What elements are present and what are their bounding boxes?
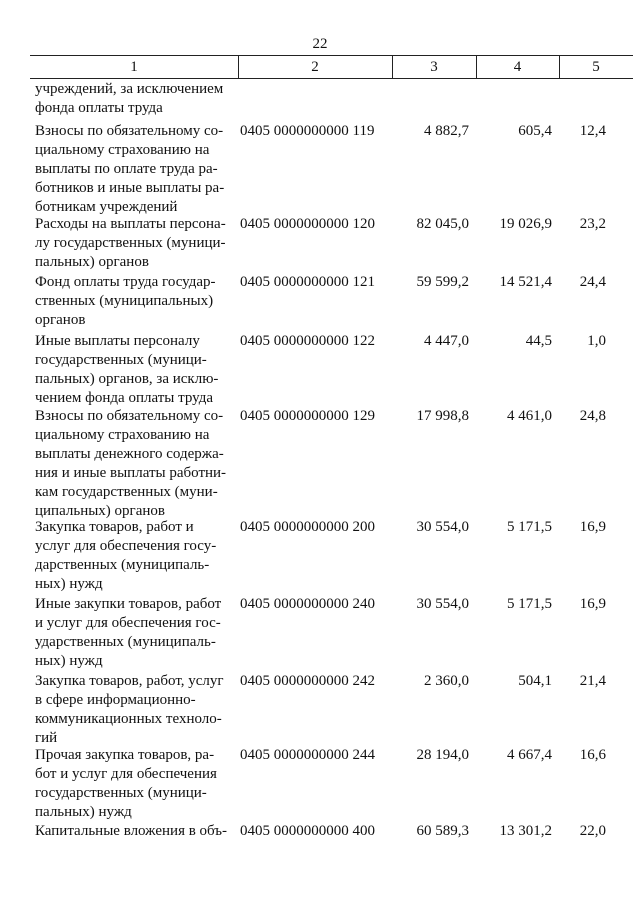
row-name: Взносы по обязательному со- циальному страхованию на выплаты по оплате труда ра- ботников и иные выплаты ра- ботникам учреждений bbox=[35, 123, 225, 215]
row-value-col4: 13 301,2 bbox=[499, 823, 552, 839]
row-value-col3: 60 589,3 bbox=[416, 823, 469, 839]
row-value-col5: 12,4 bbox=[579, 123, 606, 139]
row-value-col5: 1,0 bbox=[587, 333, 606, 349]
row-code: 0405 0000000000 244 bbox=[240, 747, 375, 763]
row-value-col5: 21,4 bbox=[579, 673, 606, 689]
row-value-col3: 30 554,0 bbox=[416, 519, 469, 535]
row-value-col4: 14 521,4 bbox=[499, 274, 552, 290]
row-value-col4: 4 461,0 bbox=[507, 408, 552, 424]
row-code: 0405 0000000000 240 bbox=[240, 596, 375, 612]
row-value-col5: 16,6 bbox=[579, 747, 606, 763]
row-code: 0405 0000000000 119 bbox=[240, 123, 375, 139]
row-name: Закупка товаров, работ и услуг для обеспечения госу- дарственных (муниципаль- ных) нужд bbox=[35, 519, 217, 592]
row-value-col3: 82 045,0 bbox=[416, 216, 469, 232]
row-value-col3: 28 194,0 bbox=[416, 747, 469, 763]
row-value-col3: 4 882,7 bbox=[424, 123, 469, 139]
row-value-col4: 5 171,5 bbox=[507, 519, 552, 535]
row-value-col4: 44,5 bbox=[525, 333, 552, 349]
row-value-col4: 19 026,9 bbox=[499, 216, 552, 232]
table-header-row bbox=[30, 55, 633, 79]
row-name: Иные закупки товаров, работ и услуг для обеспечения гос- ударственных (муниципаль- ных) нужд bbox=[35, 596, 222, 669]
row-code: 0405 0000000000 120 bbox=[240, 216, 375, 232]
row-code: 0405 0000000000 129 bbox=[240, 408, 375, 424]
row-name: учреждений, за исключением фонда оплаты труда bbox=[35, 81, 224, 116]
row-value-col4: 4 667,4 bbox=[507, 747, 552, 763]
page-number: 22 bbox=[312, 36, 328, 52]
row-value-col4: 605,4 bbox=[518, 123, 552, 139]
row-value-col5: 24,8 bbox=[579, 408, 606, 424]
row-value-col3: 17 998,8 bbox=[416, 408, 469, 424]
row-value-col3: 59 599,2 bbox=[416, 274, 469, 290]
row-name: Прочая закупка товаров, ра- бот и услуг для обеспечения государственных (муници- пальных) нужд bbox=[35, 747, 217, 820]
header-col-1: 1 bbox=[130, 59, 138, 75]
row-code: 0405 0000000000 200 bbox=[240, 519, 375, 535]
row-name: Фонд оплаты труда государ- ственных (муниципальных) органов bbox=[35, 274, 216, 328]
row-value-col5: 22,0 bbox=[579, 823, 606, 839]
header-col-2: 2 bbox=[311, 59, 319, 75]
header-col-3: 3 bbox=[430, 59, 438, 75]
row-value-col4: 5 171,5 bbox=[507, 596, 552, 612]
row-value-col3: 30 554,0 bbox=[416, 596, 469, 612]
row-name: Закупка товаров, работ, услуг в сфере информационно- коммуникационных техноло- гий bbox=[35, 673, 224, 746]
row-code: 0405 0000000000 121 bbox=[240, 274, 375, 290]
header-col-5: 5 bbox=[592, 59, 600, 75]
row-code: 0405 0000000000 400 bbox=[240, 823, 375, 839]
row-value-col5: 16,9 bbox=[579, 596, 606, 612]
row-code: 0405 0000000000 242 bbox=[240, 673, 375, 689]
row-value-col3: 4 447,0 bbox=[424, 333, 469, 349]
row-value-col5: 23,2 bbox=[579, 216, 606, 232]
row-value-col3: 2 360,0 bbox=[424, 673, 469, 689]
header-col-4: 4 bbox=[513, 59, 522, 75]
row-value-col4: 504,1 bbox=[518, 673, 552, 689]
row-value-col5: 16,9 bbox=[579, 519, 606, 535]
row-name: Капитальные вложения в объ- bbox=[35, 823, 228, 839]
row-code: 0405 0000000000 122 bbox=[240, 333, 375, 349]
row-name: Расходы на выплаты персона- лу государственных (муници- пальных) органов bbox=[35, 216, 226, 270]
row-value-col5: 24,4 bbox=[579, 274, 606, 290]
row-name: Иные выплаты персоналу государственных (муници- пальных) органов, за исклю- чением фонда оплаты труда bbox=[35, 333, 219, 406]
row-name: Взносы по обязательному со- циальному страхованию на выплаты денежного содержа- ния и иные выплаты работни- кам государственных (муни- ципальных) органов bbox=[35, 408, 227, 519]
